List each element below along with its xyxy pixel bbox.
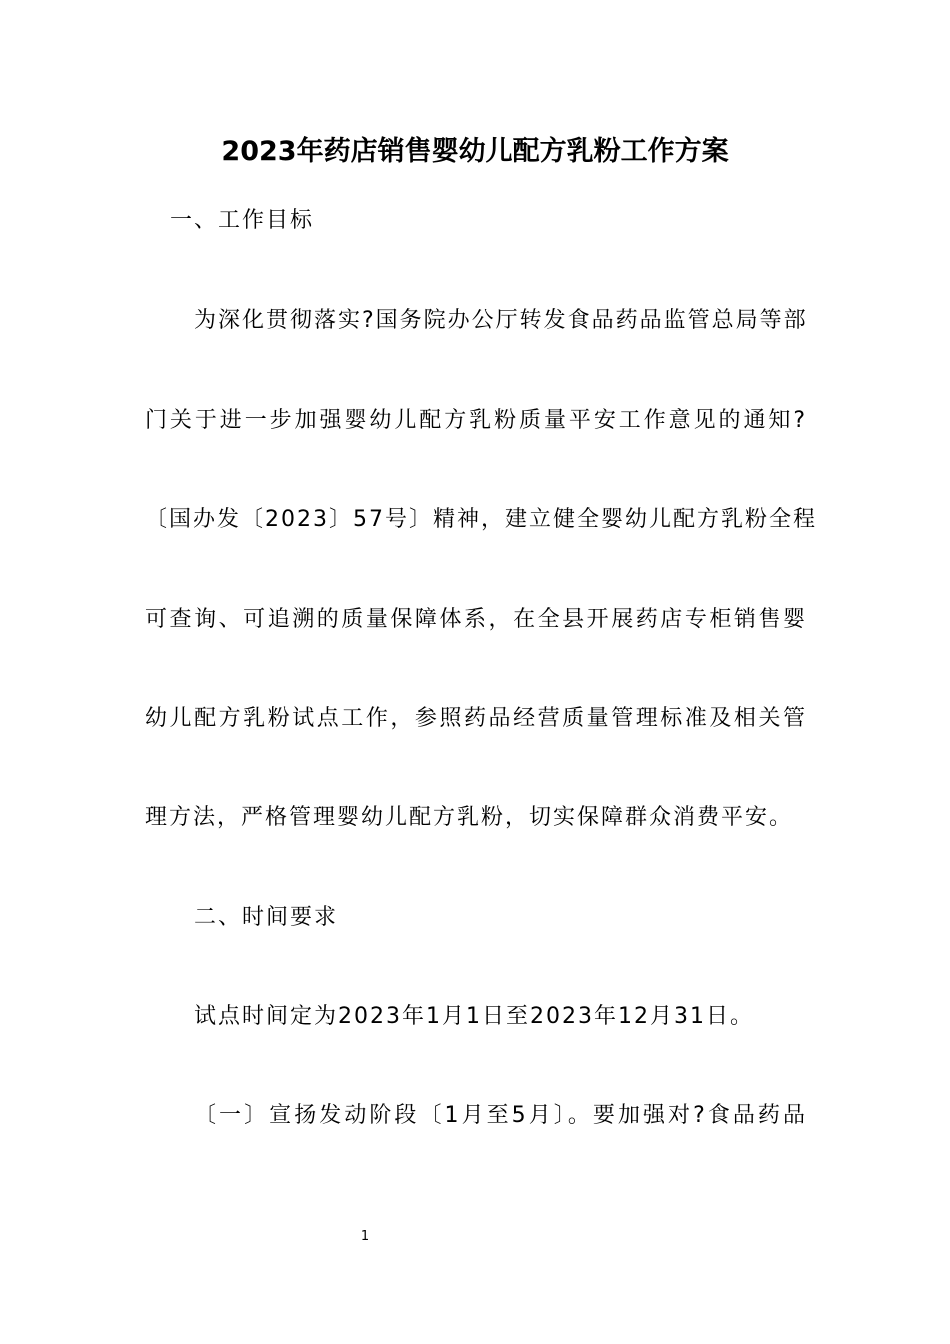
- timeline-paragraph: 试点时间定为2023年1月1日至2023年12月31日。: [194, 1004, 754, 1029]
- paragraph-line: 为深化贯彻落实?国务院办公厅转发食品药品监管总局等部: [194, 308, 808, 333]
- section-heading-timeline: 二、时间要求: [194, 905, 339, 930]
- paragraph-line: 门关于进一步加强婴幼儿配方乳粉质量平安工作意见的通知?: [145, 408, 807, 433]
- phase-paragraph-line: 〔一〕宣扬发动阶段〔1月至5月〕。要加强对?食品药品: [194, 1103, 807, 1128]
- paragraph-line: 〔国办发〔2023〕57号〕精神，建立健全婴幼儿配方乳粉全程: [145, 507, 817, 532]
- document-title: 2023年药店销售婴幼儿配方乳粉工作方案: [221, 136, 729, 167]
- paragraph-line: 可查询、可追溯的质量保障体系，在全县开展药店专柜销售婴: [145, 607, 807, 632]
- section-heading-goals: 一、工作目标: [170, 208, 315, 233]
- paragraph-line: 幼儿配方乳粉试点工作，参照药品经营质量管理标准及相关管: [145, 706, 807, 731]
- paragraph-line: 理方法，严格管理婴幼儿配方乳粉，切实保障群众消费平安。: [145, 805, 794, 830]
- page-number: 1: [360, 1229, 370, 1244]
